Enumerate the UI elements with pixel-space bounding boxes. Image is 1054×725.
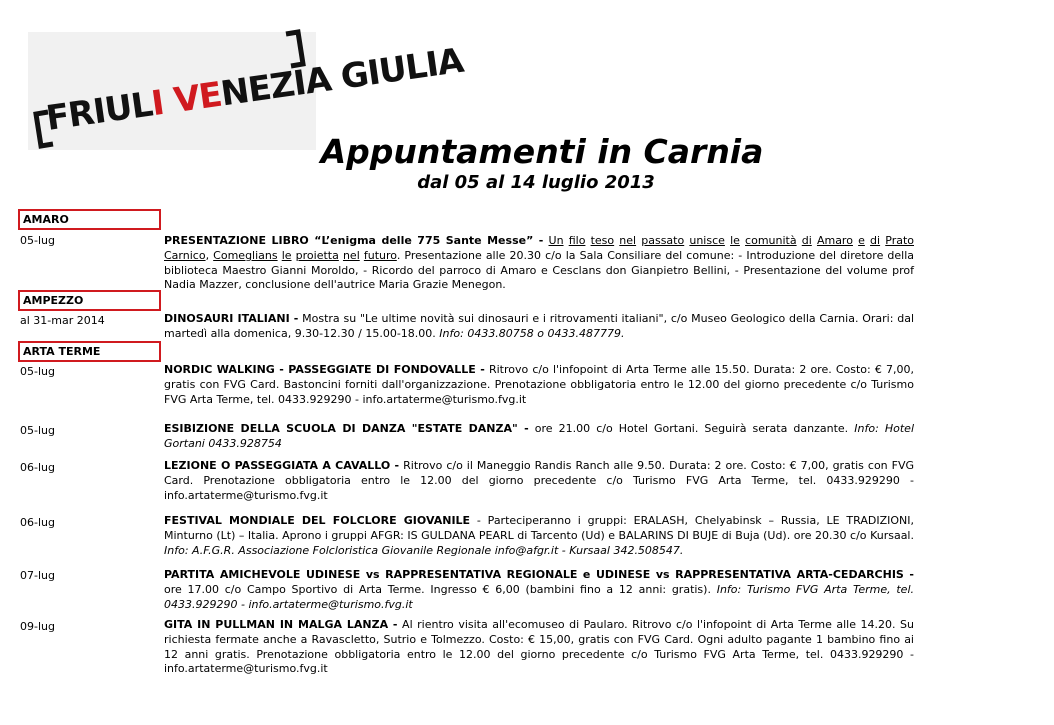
underlined-word: teso <box>590 234 615 247</box>
underlined-word: Prato <box>885 234 914 247</box>
event-date: 06-lug <box>20 516 55 529</box>
page-title: Appuntamenti in Carnia <box>320 132 764 171</box>
event-description <box>164 234 914 293</box>
underlined-word: passato <box>641 234 685 247</box>
event-description <box>164 312 914 342</box>
underlined-word: , <box>205 248 210 262</box>
underlined-word: di <box>870 234 881 247</box>
page-subtitle: dal 05 al 14 luglio 2013 <box>417 172 655 193</box>
event-date: 05-lug <box>20 424 55 437</box>
underlined-word: di <box>801 234 812 247</box>
underlined-word: Un <box>548 234 564 247</box>
event-text: Al rientro visita all'ecomuseo di Paularo. Ritrovo c/o l'infopoint di Arta Terme alle 14.20. Su richiesta fermate anche a Ravascletto, Sutrio e Tolmezzo. Costo: € 15,00, gratis con FVG Card. Ogni adulto pagante 1 bambino fino ai 12 anni gratis. Prenotazione obbligatoria entro le 12.00 del giorno precedente c/o Turismo FVG Arta Terme, tel. 0433.929290 - info.artaterme@turismo.fvg.it <box>164 618 914 676</box>
event-title: LEZIONE O PASSEGGIATA A CAVALLO - <box>164 459 400 472</box>
event-description <box>164 514 914 558</box>
underlined-word: le <box>281 248 292 262</box>
svg-text:FRIULI VENEZIA GIULIA: FRIULI VENEZIA GIULIA <box>43 40 466 139</box>
event-text: ore 21.00 c/o Hotel Gortani. Seguirà serata danzante. <box>528 422 855 435</box>
event-title: DINOSAURI ITALIANI - <box>164 312 299 325</box>
section-header-amaro: AMARO <box>18 209 161 230</box>
event-date: 07-lug <box>20 569 55 582</box>
event-date: al 31-mar 2014 <box>20 314 105 327</box>
event-info: Info: Turismo FVG Arta Terme, tel. 0433.929290 - info.artaterme@turismo.fvg.it <box>164 582 914 611</box>
event-date: 09-lug <box>20 620 55 633</box>
event-info: Info: 0433.80758 o 0433.487779. <box>439 326 625 340</box>
underlined-word: Comeglians <box>213 248 278 262</box>
underlined-word: unisce <box>689 234 725 247</box>
event-title: FESTIVAL MONDIALE DEL FOLCLORE GIOVANILE <box>164 514 471 527</box>
event-description <box>164 568 914 612</box>
event-text: Ritrovo c/o l'infopoint di Arta Terme alle 15.50. Durata: 2 ore. Costo: € 7,00, gratis con FVG Card. Bastoncini forniti dall'organizzazione. Prenotazione obbligatoria entro le 12.00 del giorno precedente c/o Turismo FVG Arta Terme, tel. 0433.929290 - info.artaterme@turismo.fvg.it <box>164 363 914 406</box>
event-description <box>164 459 914 503</box>
event-text: Mostra su "Le ultime novità sui dinosauri e i ritrovamenti italiani", c/o Museo Geologico della Carnia. Orari: dal martedì alla domenica, 9.30-12.30 / 15.00-18.00. <box>164 312 914 340</box>
underlined-word: nel <box>619 234 637 247</box>
event-text: - Parteciperanno i gruppi: ERALASH, Chelyabinsk – Russia, LE TRADIZIONI, Minturno (Lt) – Italia. Aprono i gruppi AFGR: IS GULDANA PEARL di Tarcento (Ud) e BALARINS DI BUJE di Buja (Ud). ore 20.30 c/o Kursaal. <box>164 514 914 542</box>
underlined-word: comunità <box>745 234 797 247</box>
underlined-word: proietta <box>295 248 339 262</box>
underlined-word: Carnico <box>164 248 206 262</box>
event-text: Ritrovo c/o il Maneggio Randis Ranch alle 9.50. Durata: 2 ore. Costo: € 7,00, gratis con FVG Card. Prenotazione obbligatoria entro le 12.00 del giorno precedente c/o Turismo FVG Arta Terme, tel. 0433.929290 - info.artaterme@turismo.fvg.it <box>164 459 914 502</box>
underlined-word: filo <box>568 234 586 247</box>
event-date: 05-lug <box>20 365 55 378</box>
event-text: . Presentazione alle 20.30 c/o la Sala Consiliare del comune: - Introduzione del diretore della biblioteca Maestro Gianni Moroldo, - Ricordo del parroco di Amaro e Cesclans don Gianpietro Bellini, - Presentazione del volume prof Nadia Mazzer, conclusione dell'autrice Maria Grazie Menegon. <box>164 248 915 292</box>
event-description <box>164 618 914 677</box>
event-description <box>164 422 914 452</box>
underlined-word: Amaro <box>816 234 853 247</box>
event-text: ore 17.00 c/o Campo Sportivo di Arta Terme. Ingresso € 6,00 (bambini fino a 12 anni: gratis). <box>164 582 717 596</box>
event-title: PARTITA AMICHEVOLE UDINESE vs RAPPRESENTATIVA REGIONALE e UDINESE vs RAPPRESENTATIVA ARTA-CEDARCHIS - <box>164 568 914 581</box>
event-info: Info: Hotel Gortani 0433.928754 <box>164 422 915 450</box>
event-title: NORDIC WALKING - PASSEGGIATE DI FONDOVALLE - <box>164 363 485 376</box>
event-title: GITA IN PULLMAN IN MALGA LANZA - <box>164 618 398 631</box>
underlined-word: nel <box>342 248 360 262</box>
event-title: ESIBIZIONE DELLA SCUOLA DI DANZA "ESTATE DANZA" - <box>164 422 529 435</box>
event-date: 06-lug <box>20 461 55 474</box>
underlined-word: le <box>730 234 740 247</box>
event-description <box>164 363 914 407</box>
underlined-word: e <box>858 234 865 247</box>
event-info: Info: A.F.G.R. Associazione Folcloristica Giovanile Regionale info@afgr.it - Kursaal 342.508547. <box>164 543 684 557</box>
section-header-arta-terme: ARTA TERME <box>18 341 161 362</box>
event-title: PRESENTAZIONE LIBRO “L’enigma delle 775 Sante Messe” - <box>164 234 544 247</box>
section-header-ampezzo: AMPEZZO <box>18 290 161 311</box>
underlined-word: futuro <box>363 248 397 262</box>
event-date: 05-lug <box>20 234 55 247</box>
